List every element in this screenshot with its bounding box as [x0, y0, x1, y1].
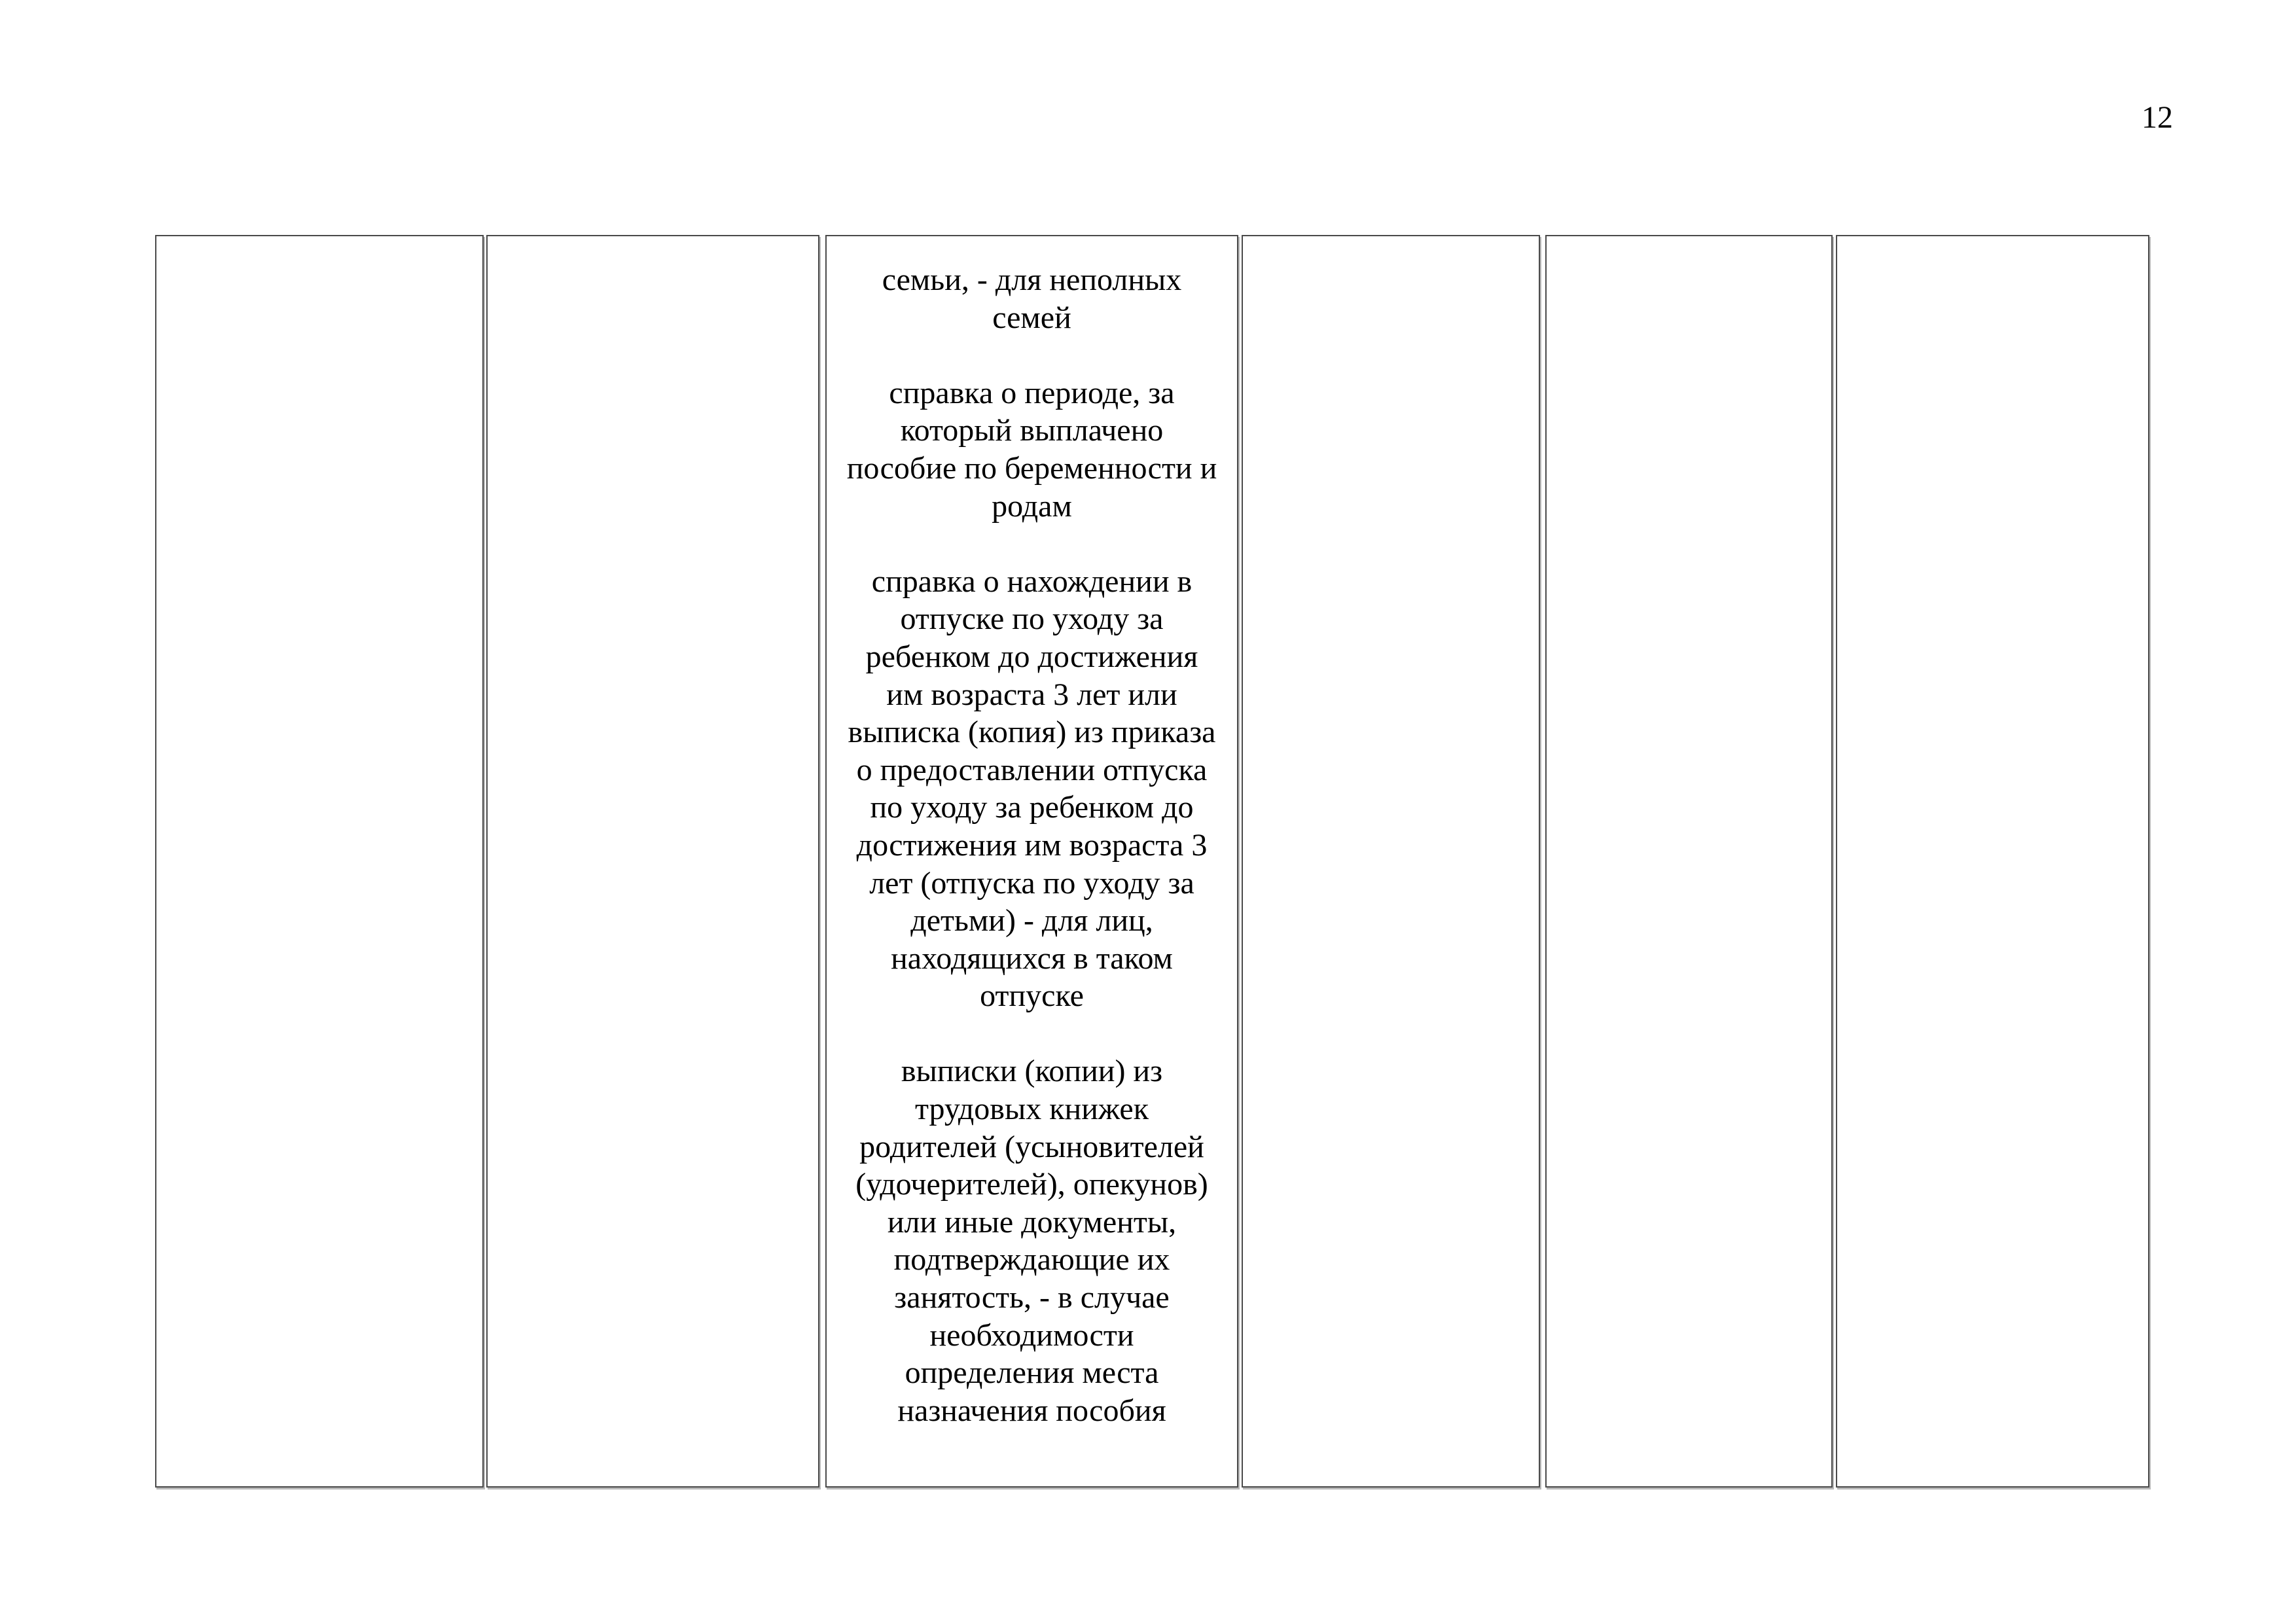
text-line: ребенком до достижения	[865, 639, 1198, 674]
text-line: (удочерителей), опекунов)	[855, 1167, 1208, 1202]
text-line: о предоставлении отпуска	[856, 752, 1208, 787]
text-line: трудовых книжек	[914, 1092, 1149, 1127]
text-line: пособие по беременности и	[846, 450, 1217, 486]
paragraph-employment-records	[828, 1052, 1236, 1429]
table-cell-column-2	[486, 235, 819, 1488]
text-line: справка о периоде, за	[889, 375, 1175, 410]
text-line: семей	[992, 300, 1071, 335]
text-line: справка о нахождении в	[871, 563, 1193, 599]
text-line: или иные документы,	[887, 1204, 1177, 1240]
text-line: достижения им возраста 3	[856, 827, 1208, 863]
text-line: выписки (копии) из	[901, 1054, 1163, 1089]
table-cell-column-5	[1545, 235, 1833, 1488]
text-line: определения места	[905, 1355, 1159, 1391]
text-line: подтверждающие их	[893, 1242, 1170, 1277]
table-cell-column-6	[1836, 235, 2149, 1488]
text-line: занятость, - в случае	[894, 1280, 1170, 1315]
text-line: лет (отпуска по уходу за	[869, 865, 1194, 901]
table-cell-column-1	[155, 235, 484, 1488]
text-line: назначения пособия	[897, 1393, 1166, 1428]
text-line: семьи, - для неполных	[882, 262, 1182, 297]
table-cell-column-3	[825, 235, 1238, 1488]
text-line: необходимости	[929, 1317, 1134, 1353]
page-number: 12	[2142, 100, 2173, 135]
text-line: детьми) - для лиц,	[910, 903, 1153, 938]
table-cell-column-4	[1242, 235, 1540, 1488]
cell-text	[828, 261, 1236, 1429]
text-line: родам	[992, 488, 1072, 524]
paragraph-maternity-certificate	[828, 374, 1236, 525]
text-line: им возраста 3 лет или	[886, 677, 1177, 712]
text-line: выписка (копия) из приказа	[848, 715, 1216, 750]
text-line: родителей (усыновителей	[859, 1129, 1204, 1164]
text-line: отпуске	[980, 978, 1084, 1014]
text-line: находящихся в таком	[891, 940, 1173, 976]
text-line: по уходу за ребенком до	[870, 790, 1194, 825]
paragraph-family-note	[828, 261, 1236, 336]
text-line: отпуске по уходу за	[900, 601, 1164, 637]
paragraph-childcare-leave	[828, 563, 1236, 1015]
text-line: который выплачено	[900, 413, 1164, 448]
